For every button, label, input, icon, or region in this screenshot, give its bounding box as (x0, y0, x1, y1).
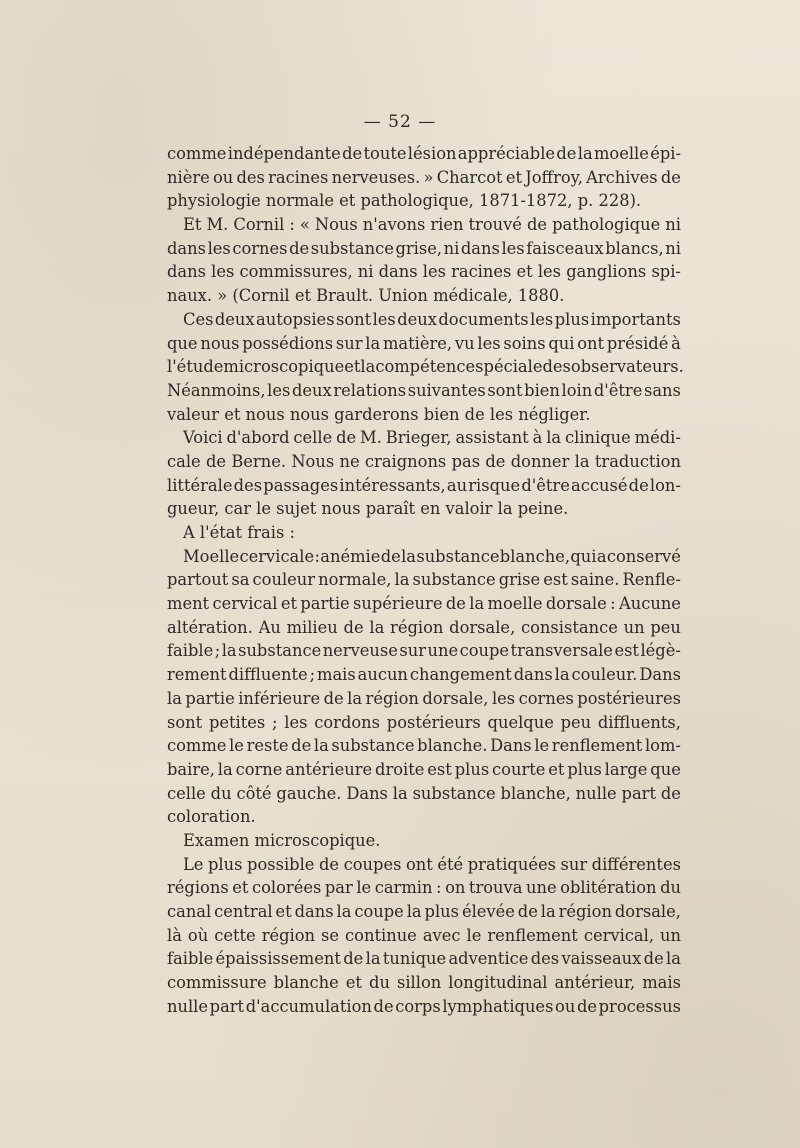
page-number: — 52 — (363, 112, 437, 132)
text-line: canal central et dans la coupe la plus élevée de la région dorsale, (167, 902, 681, 921)
text-line: Néanmoins, les deux relations suivantes sont bien loin d'être sans (167, 380, 681, 400)
text-line: dans les cornes de substance grise, ni dans les faisceaux blancs, ni (167, 238, 681, 258)
text-line: rement diffluente ; mais aucun changement dans la couleur. Dans (167, 665, 681, 685)
text-line: que nous possédions sur la matière, vu les soins qui ont présidé à (167, 333, 681, 353)
text-line: cale de Berne. Nous ne craignons pas de donner la traduction (167, 451, 681, 471)
text-line: comme indépendante de toute lésion appréciable de la moelle épi- (167, 144, 681, 163)
text-line: régions et colorées par le carmin : on trouva une oblitération du (167, 878, 681, 898)
text-line: nière ou des racines nerveuses. » Charcot et Joffroy, Archives de (167, 167, 681, 187)
text-line: l'étude microscopique et la compétence spéciale des observateurs. (167, 357, 684, 377)
text-line: naux. » (Cornil et Brault. Union médicale, 1880. (167, 286, 565, 306)
text-line: physiologie normale et pathologique, 1871-1872, p. 228). (167, 191, 642, 211)
text-line: la partie inférieure de la région dorsale, les cornes postérieures (167, 688, 681, 708)
text-line: littérale des passages intéressants, au risque d'être accusé de lon- (167, 475, 681, 495)
text-line: celle du côté gauche. Dans la substance blanche, nulle part de (167, 783, 681, 803)
text-line: là où cette région se continue avec le renflement cervical, un (167, 925, 681, 945)
text-line: coloration. (167, 807, 256, 827)
text-line: faible épaississement de la tunique adventice des vaisseaux de la (167, 949, 681, 969)
body-text (167, 142, 684, 1018)
text-line: ment cervical et partie supérieure de la moelle dorsale : Aucune (167, 594, 681, 614)
text-line: Ces deux autopsies sont les deux documents les plus importants (183, 309, 681, 329)
text-line: partout sa couleur normale, la substance grise est saine. Renfle- (167, 570, 681, 590)
text-line: gueur, car le sujet nous paraît en valoir la peine. (167, 499, 569, 519)
text-line: Et M. Cornil : « Nous n'avons rien trouvé de pathologique ni (183, 215, 681, 235)
text-line: Voici d'abord celle de M. Brieger, assistant à la clinique médi- (183, 428, 681, 448)
text-line: baire, la corne antérieure droite est plus courte et plus large que (167, 759, 681, 779)
text-line: comme le reste de la substance blanche. Dans le renflement lom- (167, 736, 681, 756)
text-line: Moelle cervicale : anémie de la substance blanche, qui a conservé (183, 546, 681, 566)
text-line: Le plus possible de coupes ont été pratiquées sur différentes (183, 854, 681, 874)
text-line: dans les commissures, ni dans les racines et les ganglions spi- (167, 262, 681, 282)
text-line: A l'état frais : (183, 523, 295, 542)
text-line: commissure blanche et du sillon longitudinal antérieur, mais (167, 973, 681, 993)
text-line: valeur et nous nous garderons bien de les négliger. (167, 404, 591, 424)
text-line: faible ; la substance nerveuse sur une coupe transversale est légè- (167, 641, 681, 661)
text-line: Examen microscopique. (183, 830, 381, 850)
text-line: altération. Au milieu de la région dorsale, consistance un peu (167, 617, 681, 637)
text-line: nulle part d'accumulation de corps lymphatiques ou de processus (167, 996, 681, 1016)
text-line: sont petites ; les cordons postérieurs quelque peu diffluents, (167, 712, 681, 732)
